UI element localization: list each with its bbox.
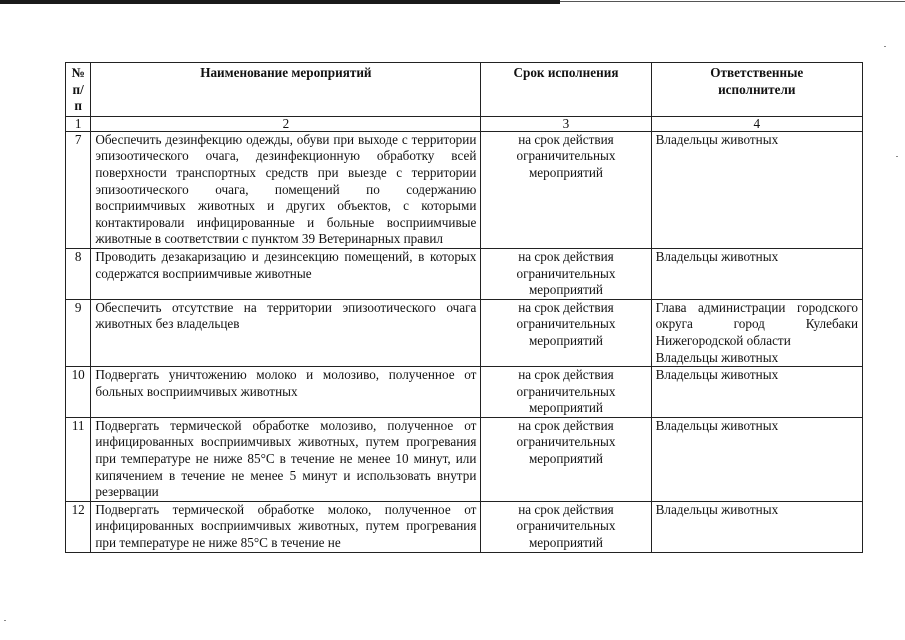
measure-name: Обеспечить дезинфекцию одежды, обуви при выходе с территории эпизоотического очага, дезинфекционную обработку всей поверхности транспортных средств при выезде с территории эпизоотического очага, помещений по содержанию восприимчивых животных и других объектов, с которыми контактировали инфицированные и больные восприимчивые животные в соответствии с пунктом 39 Ветеринарных правил [91, 131, 481, 248]
row-number: 9 [66, 299, 91, 366]
measure-term: на срок действия ограничительных мероприятий [481, 131, 651, 248]
scan-speck [4, 620, 6, 621]
measure-name: Подвергать уничтожению молоко и молозиво, полученное от больных восприимчивых животных [91, 367, 481, 418]
index-cell: 2 [91, 116, 481, 131]
measure-term: на срок действия ограничительных мероприятий [481, 299, 651, 366]
measures-table [65, 62, 863, 553]
scan-speck [884, 46, 886, 47]
table-row [66, 501, 863, 552]
row-number: 8 [66, 248, 91, 299]
responsible: Владельцы животных [651, 501, 862, 552]
table-row [66, 131, 863, 248]
index-cell: 3 [481, 116, 651, 131]
measure-name: Обеспечить отсутствие на территории эпизоотического очага животных без владельцев [91, 299, 481, 366]
table-row [66, 417, 863, 501]
header-num: № п/п [66, 63, 91, 117]
table-row [66, 248, 863, 299]
responsible: Владельцы животных [651, 131, 862, 248]
row-number: 10 [66, 367, 91, 418]
index-cell: 4 [651, 116, 862, 131]
scan-speck [896, 156, 898, 157]
measure-name: Проводить дезакаризацию и дезинсекцию помещений, в которых содержатся восприимчивые животные [91, 248, 481, 299]
measure-term: на срок действия ограничительных мероприятий [481, 417, 651, 501]
top-border-rule-thin [560, 1, 905, 2]
column-index-row [66, 116, 863, 131]
table-row [66, 367, 863, 418]
top-border-rule [0, 0, 560, 4]
measure-term: на срок действия ограничительных мероприятий [481, 248, 651, 299]
row-number: 11 [66, 417, 91, 501]
responsible: Владельцы животных [651, 367, 862, 418]
header-term: Срок исполнения [481, 63, 651, 117]
responsible: Владельцы животных [651, 248, 862, 299]
measure-name: Подвергать термической обработке молоко, полученное от инфицированных восприимчивых животных, путем прогревания при температуре не ниже 85°С в течение не [91, 501, 481, 552]
header-row [66, 63, 863, 117]
measure-term: на срок действия ограничительных мероприятий [481, 501, 651, 552]
responsible: Владельцы животных [651, 417, 862, 501]
measure-name: Подвергать термической обработке молозиво, полученное от инфицированных восприимчивых животных, путем прогревания при температуре не ниже 85°С в течение не менее 10 минут, или кипячением в течение не менее 5 минут и использовать внутри резервации [91, 417, 481, 501]
measure-term: на срок действия ограничительных мероприятий [481, 367, 651, 418]
table-row [66, 299, 863, 366]
index-cell: 1 [66, 116, 91, 131]
row-number: 12 [66, 501, 91, 552]
row-number: 7 [66, 131, 91, 248]
responsible: Глава администрации городского округа город Кулебаки Нижегородской области Владельцы животных [651, 299, 862, 366]
header-name: Наименование мероприятий [91, 63, 481, 117]
header-resp: Ответственные исполнители [651, 63, 862, 117]
